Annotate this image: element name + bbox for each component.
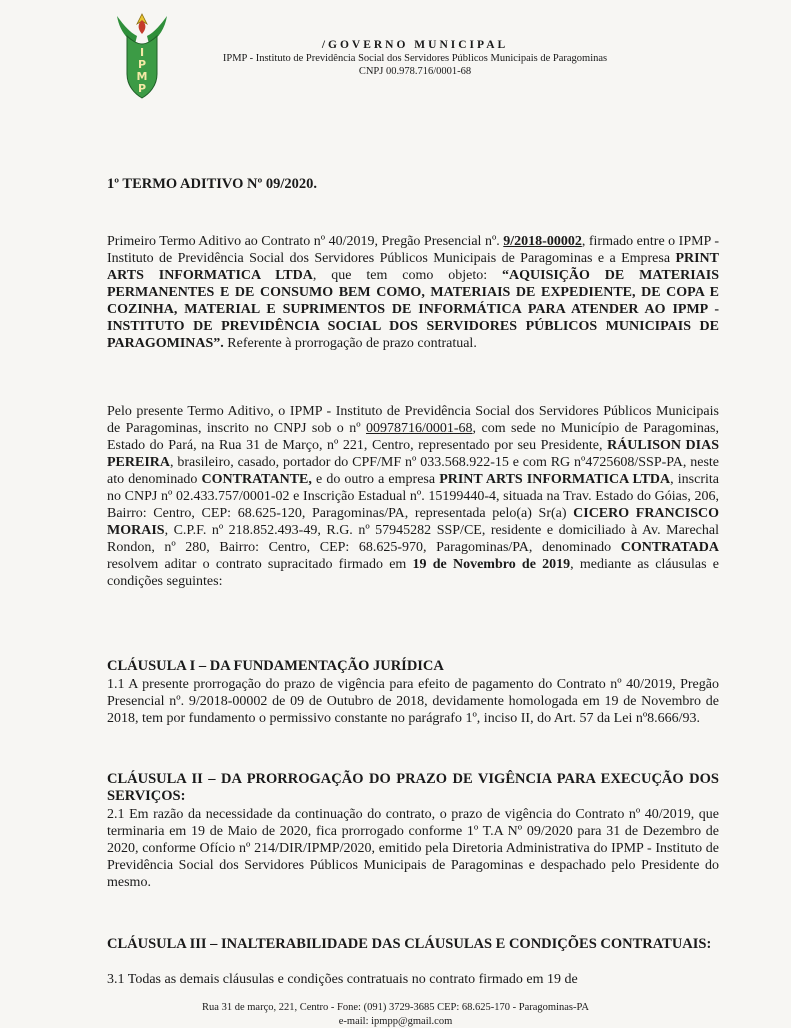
contratante-label: CONTRATANTE, <box>201 472 312 487</box>
parties-text-4: e do outro a empresa <box>311 472 440 487</box>
contratada-label: CONTRATADA <box>620 540 719 555</box>
ipmp-logo <box>113 10 171 102</box>
clause-3-text: 3.1 Todas as demais cláusulas e condições contratuais no contrato firmado em 19 de <box>107 972 578 987</box>
company-name: PRINT ARTS INFORMATICA LTDA <box>107 251 719 283</box>
parties-paragraph <box>107 403 719 590</box>
footer-email: e-mail: ipmpp@gmail.com <box>338 1016 453 1027</box>
page-footer <box>0 1001 791 1027</box>
intro-text-1: Primeiro Termo Aditivo ao Contrato nº 40/2019, Pregão Presencial nº. <box>107 234 504 249</box>
parties-text-7: resolvem aditar o contrato supracitado firmado em <box>107 557 413 572</box>
svg-text:P: P <box>137 82 147 95</box>
intro-paragraph <box>107 233 719 352</box>
institute-name: IPMP - Instituto de Previdência Social dos Servidores Públicos Municipais de Paragominas <box>222 53 608 64</box>
parties-text-5: , inscrita no CNPJ nº 02.433.757/0001-02 e Inscrição Estadual nº. 15199440-4, situada na Trav. Estado do Góias, 206, Bairro: Centro, CEP: 68.625-120, Paragominas/PA, representada pelo(a) Sr(a) <box>107 472 719 521</box>
intro-text-3: , que tem como objeto: <box>312 268 503 283</box>
pregao-number: 9/2018-00002 <box>503 234 582 249</box>
svg-text:M: M <box>136 70 148 83</box>
svg-text:I: I <box>139 46 145 59</box>
president-name: RÁULISON DIAS PEREIRA <box>107 438 720 470</box>
clause-2-text: 2.1 Em razão da necessidade da continuação do contrato, o prazo de vigência do Contrato nº 40/2019, que terminaria em 19 de Maio de 2020, fica prorrogado conforme 1º T.A Nº 09/2020 para 31 de Dezembro de 2020, conforme Ofício nº 214/DIR/IPMP/2020, emitido pela Diretoria Administrativa do IPMP - Instituto de Previdência Social dos Servidores Públicos Municipais de Paragominas e despachado pelo Presidente do mesmo. <box>107 807 719 890</box>
clause-3-heading: CLÁUSULA III – INALTERABILIDADE DAS CLÁUSULAS E CONDIÇÕES CONTRATUAIS: <box>107 936 712 952</box>
clause-1-heading: CLÁUSULA I – DA FUNDAMENTAÇÃO JURÍDICA <box>107 658 444 674</box>
parties-text-6: , C.P.F. nº 218.852.493-49, R.G. nº 57945282 SSP/CE, residente e domiciliado à Av. Marechal Rondon, nº 280, Bairro: Centro, CEP: 68.625-970, Paragominas/PA, denominado <box>107 523 719 555</box>
intro-text-2: , firmado entre o IPMP - Instituto de Previdência Social dos Servidores Públicos Municipais de Paragominas e a Empresa <box>107 234 719 266</box>
clause-2-heading: CLÁUSULA II – DA PRORROGAÇÃO DO PRAZO DE VIGÊNCIA PARA EXECUÇÃO DOS SERVIÇOS: <box>107 771 719 804</box>
footer-address: Rua 31 de março, 221, Centro - Fone: (091) 3729-3685 CEP: 68.625-170 - Paragominas-PA <box>202 1002 589 1013</box>
svg-text:P: P <box>137 58 147 71</box>
parties-text-3: , brasileiro, casado, portador do CPF/MF nº 033.568.922-15 e com RG nº4725608/SSP-PA, neste ato denominado <box>107 455 719 487</box>
institute-cnpj-number: 00978716/0001-68 <box>365 421 473 436</box>
contract-date: 19 de Novembro de 2019 <box>412 557 571 572</box>
letterhead <box>185 38 645 78</box>
contract-object: “AQUISIÇÃO DE MATERIAIS PERMANENTES E DE CONSUMO BEM COMO, MATERIAIS DE EXPEDIENTE, DE COPA E COZINHA, MATERIAL E SUPRIMENTOS DE INFORMÁTICA PARA ATENDER AO IPMP - INSTITUTO DE PREVIDÊNCIA SOCIAL DOS SERVIDORES PÚBLICOS MUNICIPAIS DE PARAGOMINAS”. <box>107 268 720 351</box>
clause-1-text: 1.1 A presente prorrogação do prazo de vigência para efeito de pagamento do Contrato nº 40/2019, Pregão Presencial nº. 9/2018-00002 de 09 de Outubro de 2018, devidamente homologada em 19 de Novembro de 2018, tem por fundamento o permissivo constante no parágrafo 1º, inciso II, do Art. 57 da Lei nº8.666/93. <box>107 677 719 726</box>
document-title: 1º TERMO ADITIVO Nº 09/2020. <box>107 176 318 192</box>
intro-text-4: Referente à prorrogação de prazo contratual. <box>223 336 477 351</box>
parties-text-1: Pelo presente Termo Aditivo, o IPMP - Instituto de Previdência Social dos Servidores Públicos Municipais de Paragominas, inscrito no CNPJ sob o nº <box>107 404 719 436</box>
parties-text-8: , mediante as cláusulas e condições seguintes: <box>107 557 720 589</box>
representative-name: CICERO FRANCISCO MORAIS <box>107 506 719 538</box>
government-title: /GOVERNO MUNICIPAL <box>321 39 509 51</box>
company-name-2: PRINT ARTS INFORMATICA LTDA <box>439 472 671 487</box>
institute-cnpj: CNPJ 00.978.716/0001-68 <box>358 66 472 77</box>
parties-text-2: , com sede no Município de Paragominas, Estado do Pará, na Rua 31 de Março, nº 221, Centro, representado por seu Presidente, <box>107 421 720 453</box>
